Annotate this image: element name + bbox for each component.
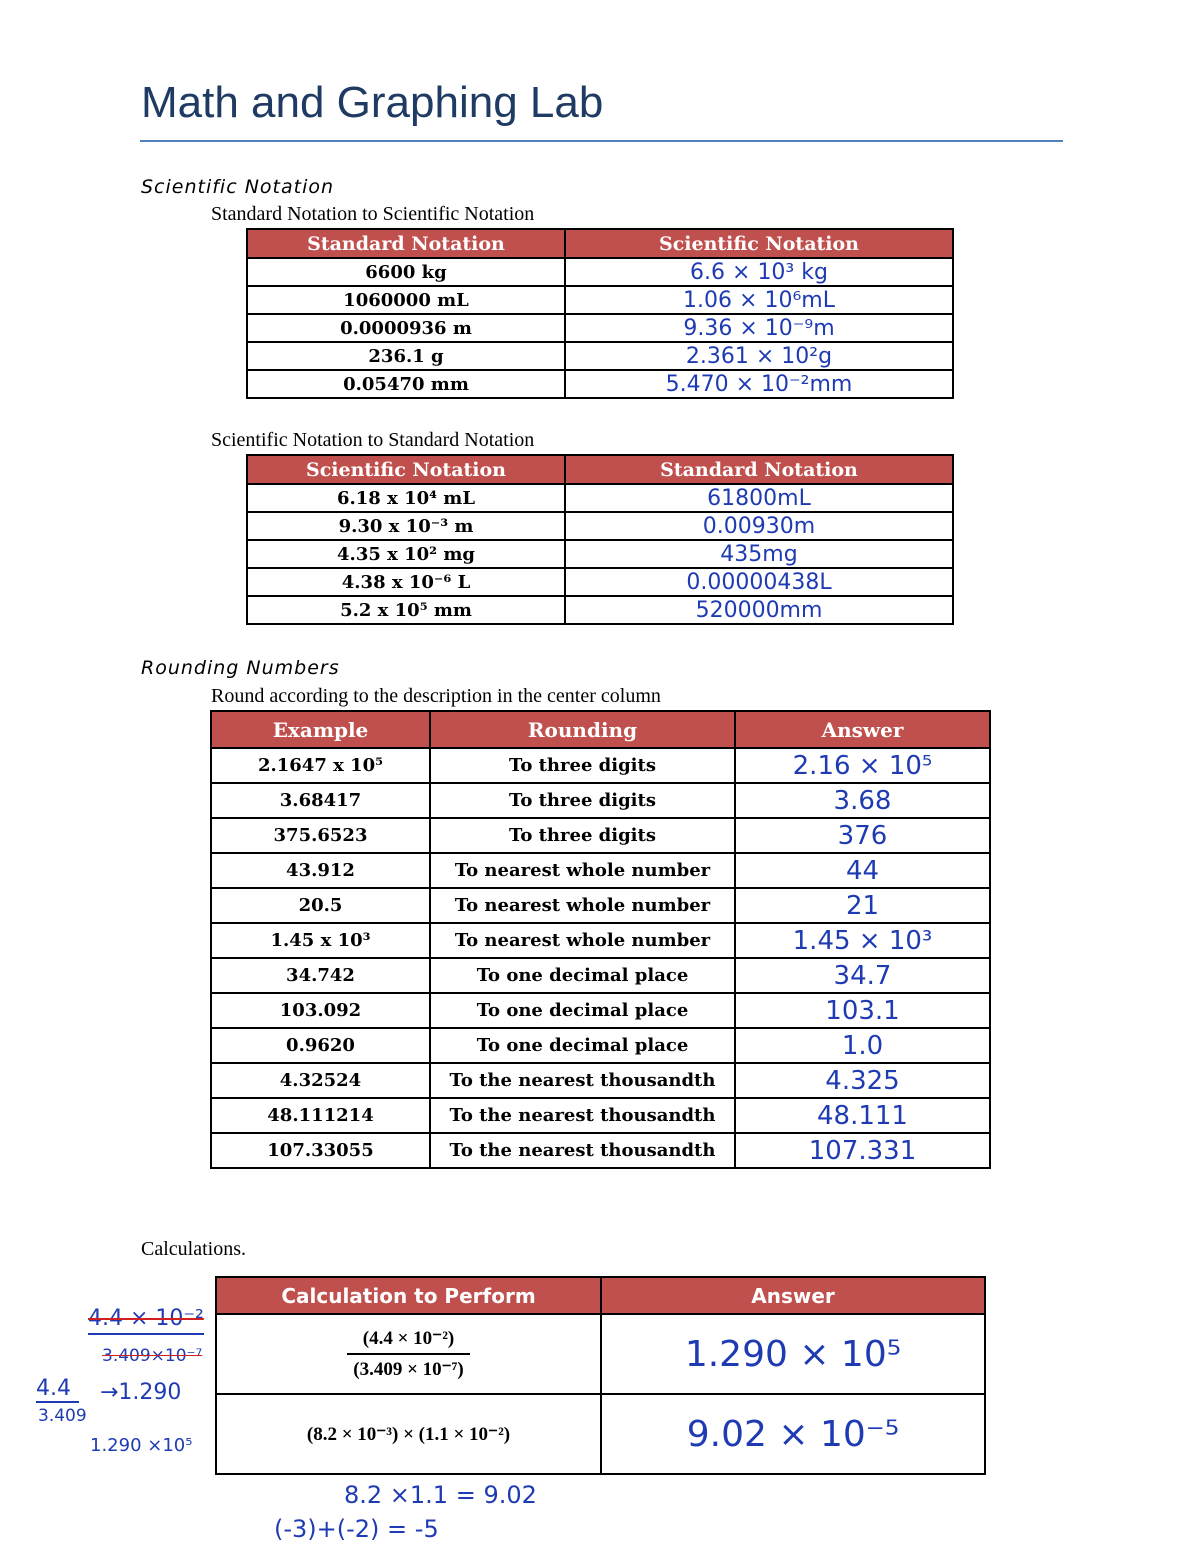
rounding-rule: To one decimal place [430, 958, 735, 993]
example-value: 0.9620 [211, 1028, 430, 1063]
section-heading-scientific-notation: Scientific Notation [141, 176, 335, 198]
margin-note-multiplication: 8.2 ×1.1 = 9.02 [344, 1481, 537, 1509]
table-row [247, 512, 953, 540]
margin-note-numerator: 4.4 × 10⁻² [88, 1306, 204, 1335]
fraction-denominator: (3.409 × 10⁻⁷) [353, 1359, 464, 1380]
table-row [211, 958, 990, 993]
column-header: Answer [735, 711, 990, 748]
rounding-rule: To nearest whole number [430, 888, 735, 923]
example-value: 4.32524 [211, 1063, 430, 1098]
table-header-row [211, 711, 990, 748]
table-std-to-sci [246, 228, 954, 399]
column-header: Scientific Notation [247, 455, 565, 484]
table-row [247, 568, 953, 596]
calculation-expression: (8.2 × 10⁻³) × (1.1 × 10⁻²) [306, 1423, 511, 1445]
calculation-fraction-cell [216, 1314, 601, 1394]
table-row [211, 783, 990, 818]
handwritten-answer: 34.7 [735, 958, 990, 993]
table-row [247, 314, 953, 342]
handwritten-answer: 0.00930m [565, 512, 953, 540]
handwritten-answer: 9.36 × 10⁻⁹m [565, 314, 953, 342]
margin-note-result: 1.290 ×10⁵ [90, 1435, 193, 1456]
table-row [211, 1098, 990, 1133]
page-title: Math and Graphing Lab [141, 78, 604, 127]
table-row [211, 923, 990, 958]
table-row [247, 596, 953, 624]
table-header-row [247, 455, 953, 484]
fraction-numerator: (4.4 × 10⁻²) [347, 1327, 469, 1355]
table-sci-to-std [246, 454, 954, 625]
handwritten-answer: 21 [735, 888, 990, 923]
handwritten-answer: 6.6 × 10³ kg [565, 258, 953, 286]
table-row [211, 1028, 990, 1063]
table-row [211, 1133, 990, 1168]
example-value: 107.33055 [211, 1133, 430, 1168]
table-row [216, 1394, 985, 1474]
example-value: 103.092 [211, 993, 430, 1028]
given-value: 1060000 mL [247, 286, 565, 314]
example-value: 20.5 [211, 888, 430, 923]
rounding-rule: To the nearest thousandth [430, 1133, 735, 1168]
column-header: Standard Notation [565, 455, 953, 484]
column-header: Answer [601, 1277, 985, 1314]
handwritten-answer: 376 [735, 818, 990, 853]
handwritten-answer: 44 [735, 853, 990, 888]
rounding-rule: To nearest whole number [430, 853, 735, 888]
handwritten-answer: 2.16 × 10⁵ [735, 748, 990, 783]
table-calculations [215, 1276, 986, 1475]
given-value: 236.1 g [247, 342, 565, 370]
table-row [247, 540, 953, 568]
section-heading-calculations: Calculations. [141, 1238, 246, 1260]
example-value: 48.111214 [211, 1098, 430, 1133]
given-value: 5.2 x 10⁵ mm [247, 596, 565, 624]
example-value: 34.742 [211, 958, 430, 993]
rounding-rule: To the nearest thousandth [430, 1098, 735, 1133]
calculation-product-cell [216, 1394, 601, 1474]
handwritten-answer: 520000mm [565, 596, 953, 624]
handwritten-answer: 48.111 [735, 1098, 990, 1133]
handwritten-answer: 1.45 × 10³ [735, 923, 990, 958]
column-header: Rounding [430, 711, 735, 748]
example-value: 3.68417 [211, 783, 430, 818]
column-header: Calculation to Perform [216, 1277, 601, 1314]
column-header: Standard Notation [247, 229, 565, 258]
column-header: Example [211, 711, 430, 748]
example-value: 2.1647 x 10⁵ [211, 748, 430, 783]
handwritten-answer: 3.68 [735, 783, 990, 818]
handwritten-answer: 0.00000438L [565, 568, 953, 596]
given-value: 6.18 x 10⁴ mL [247, 484, 565, 512]
table-row [247, 258, 953, 286]
given-value: 4.35 x 10² mg [247, 540, 565, 568]
margin-note-division-result: →1.290 [100, 1380, 182, 1405]
table-row [247, 342, 953, 370]
handwritten-answer: 103.1 [735, 993, 990, 1028]
rounding-rule: To three digits [430, 818, 735, 853]
rounding-rule: To one decimal place [430, 1028, 735, 1063]
handwritten-answer: 1.290 × 10⁵ [601, 1314, 985, 1394]
rounding-rule: To the nearest thousandth [430, 1063, 735, 1098]
table-row [247, 484, 953, 512]
handwritten-answer: 1.0 [735, 1028, 990, 1063]
table-header-row [247, 229, 953, 258]
column-header: Scientific Notation [565, 229, 953, 258]
margin-note-exponent-sum: (-3)+(-2) = -5 [274, 1515, 439, 1543]
given-value: 0.05470 mm [247, 370, 565, 398]
rounding-rule: To nearest whole number [430, 923, 735, 958]
table-row [211, 853, 990, 888]
given-value: 6600 kg [247, 258, 565, 286]
subheading-std-to-sci: Standard Notation to Scientific Notation [211, 203, 535, 225]
subheading-rounding: Round according to the description in the center column [211, 685, 661, 707]
title-divider [140, 140, 1063, 142]
section-heading-rounding: Rounding Numbers [141, 657, 340, 679]
handwritten-answer: 435mg [565, 540, 953, 568]
rounding-rule: To one decimal place [430, 993, 735, 1028]
handwritten-answer: 5.470 × 10⁻²mm [565, 370, 953, 398]
fraction [347, 1327, 469, 1381]
handwritten-answer: 107.331 [735, 1133, 990, 1168]
table-row [211, 888, 990, 923]
rounding-rule: To three digits [430, 783, 735, 818]
table-row [211, 993, 990, 1028]
example-value: 1.45 x 10³ [211, 923, 430, 958]
table-header-row [216, 1277, 985, 1314]
subheading-sci-to-std: Scientific Notation to Standard Notation [211, 429, 535, 451]
margin-note-division-bottom: 3.409 [38, 1406, 87, 1426]
handwritten-answer: 2.361 × 10²g [565, 342, 953, 370]
margin-note-denominator: 3.409×10⁻⁷ [102, 1346, 203, 1366]
rounding-rule: To three digits [430, 748, 735, 783]
table-row [211, 1063, 990, 1098]
example-value: 43.912 [211, 853, 430, 888]
table-row [211, 748, 990, 783]
given-value: 0.0000936 m [247, 314, 565, 342]
table-rounding [210, 710, 991, 1169]
handwritten-answer: 4.325 [735, 1063, 990, 1098]
handwritten-answer: 1.06 × 10⁶mL [565, 286, 953, 314]
table-row [211, 818, 990, 853]
margin-note-division-top: 4.4 [36, 1376, 79, 1403]
handwritten-answer: 9.02 × 10⁻⁵ [601, 1394, 985, 1474]
table-row [247, 286, 953, 314]
handwritten-answer: 61800mL [565, 484, 953, 512]
table-row [216, 1314, 985, 1394]
given-value: 4.38 x 10⁻⁶ L [247, 568, 565, 596]
given-value: 9.30 x 10⁻³ m [247, 512, 565, 540]
table-row [247, 370, 953, 398]
example-value: 375.6523 [211, 818, 430, 853]
